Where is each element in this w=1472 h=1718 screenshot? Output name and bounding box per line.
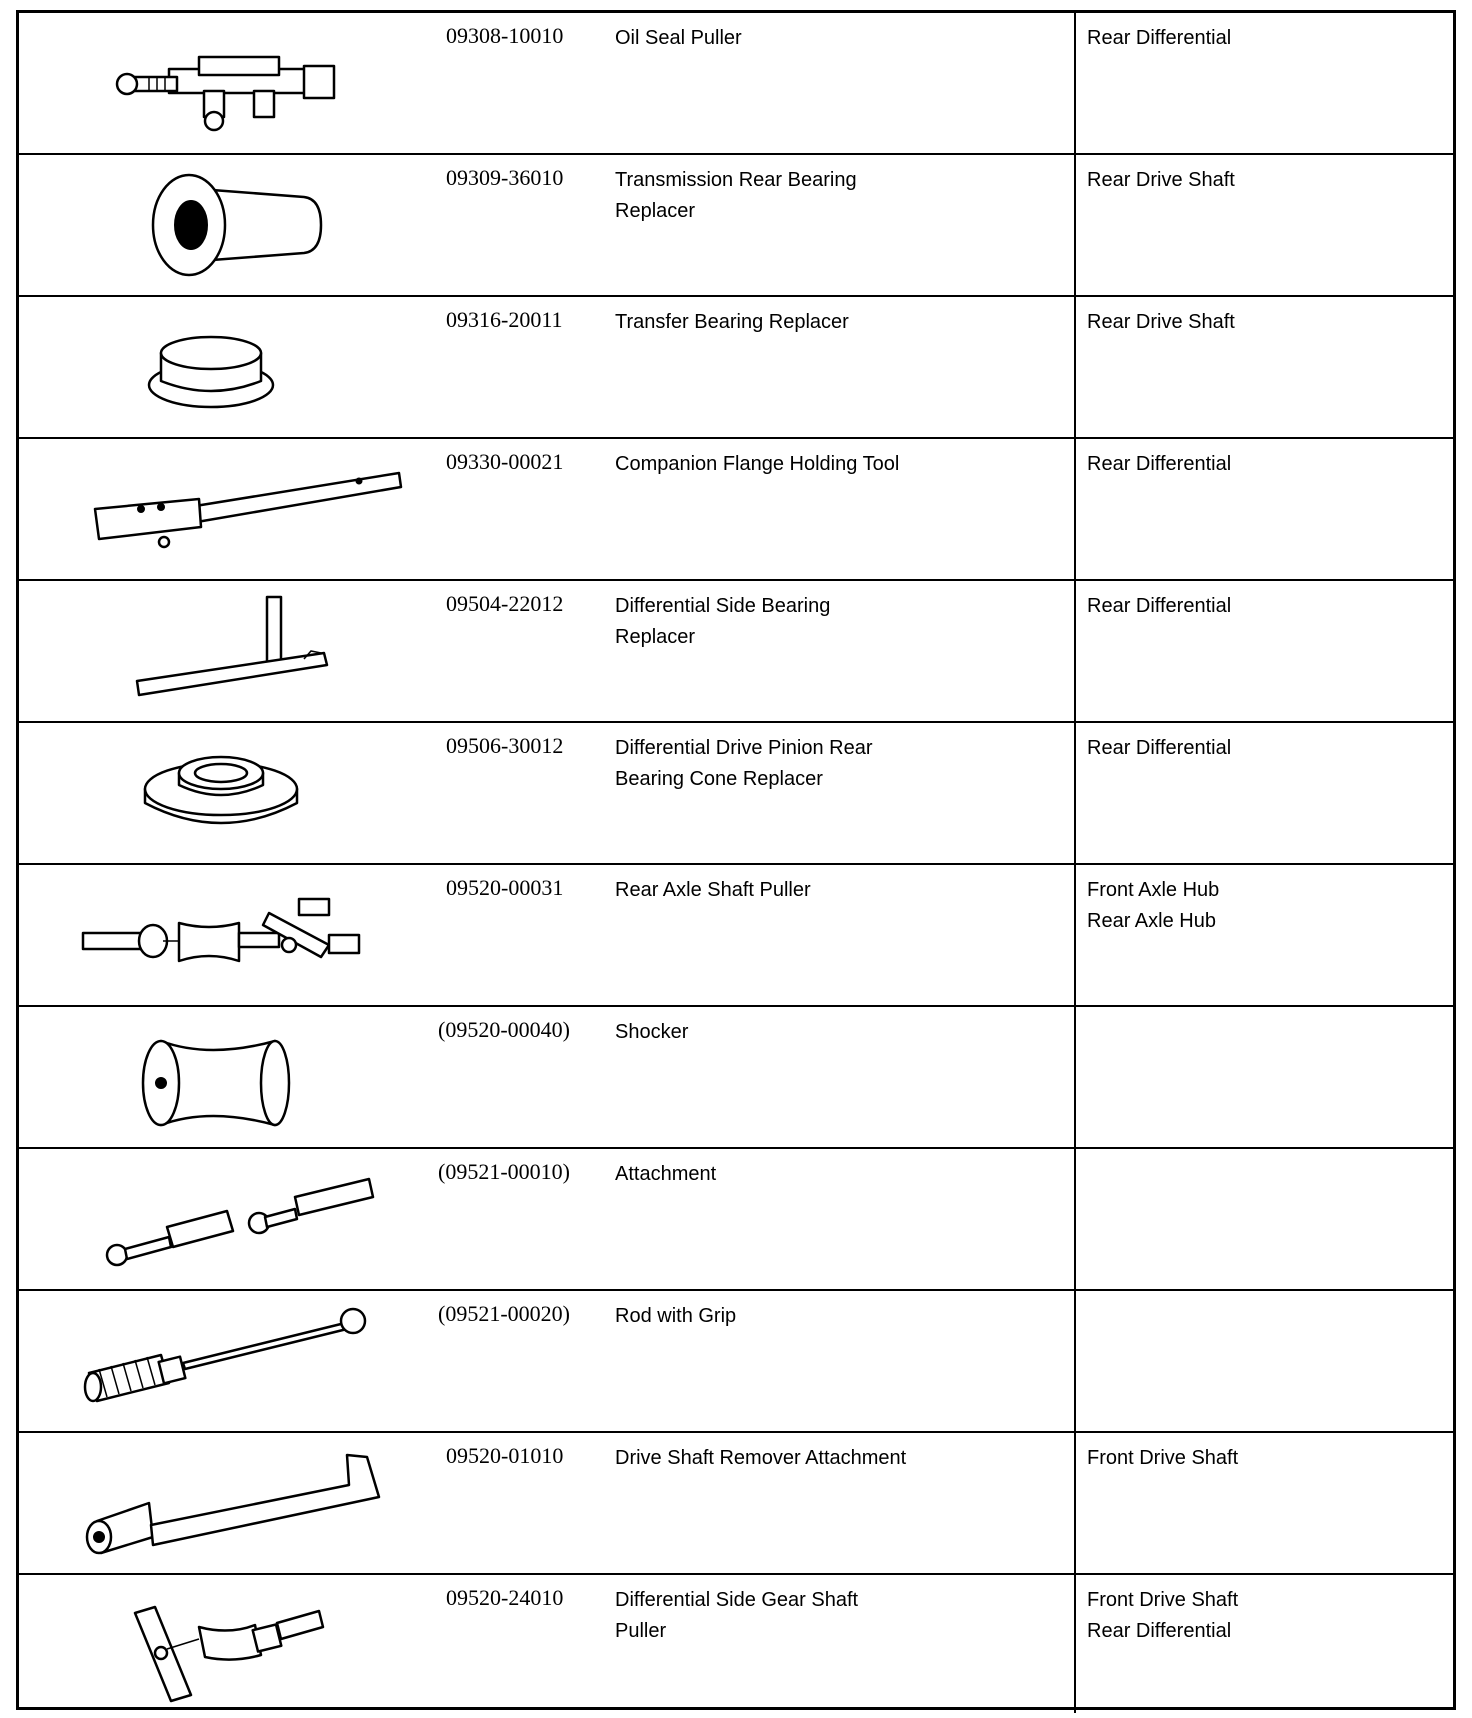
table-row xyxy=(19,581,1453,723)
tool-applications: Rear Differential xyxy=(1087,453,1232,475)
tool-name: Differential Drive Pinion Rear Bearing Cone Replacer xyxy=(615,737,873,790)
tool-applications: Front Drive Shaft Rear Differential xyxy=(1087,1589,1239,1642)
tool-name: Rod with Grip xyxy=(615,1305,737,1327)
part-number: (09520-00040) xyxy=(438,1017,570,1042)
table-row xyxy=(19,439,1453,581)
side-gear-shaft-puller-icon xyxy=(49,1583,419,1709)
bearing-cone-replacer-icon xyxy=(49,731,419,857)
column-divider xyxy=(1074,1433,1076,1573)
part-number: 09504-22012 xyxy=(446,591,564,616)
tool-name: Drive Shaft Remover Attachment xyxy=(615,1447,907,1469)
part-number: 09316-20011 xyxy=(446,307,563,332)
tool-applications: Rear Drive Shaft xyxy=(1087,169,1235,191)
tool-name: Rear Axle Shaft Puller xyxy=(615,879,811,901)
part-number: 09520-01010 xyxy=(446,1443,564,1468)
part-number: 09520-24010 xyxy=(446,1585,564,1610)
column-divider xyxy=(1074,1291,1076,1431)
column-divider xyxy=(1074,865,1076,1005)
column-divider xyxy=(1074,13,1076,153)
tool-applications: Rear Differential xyxy=(1087,27,1232,49)
column-divider xyxy=(1074,1149,1076,1289)
tool-name: Differential Side Gear Shaft Puller xyxy=(615,1589,859,1642)
tool-name: Oil Seal Puller xyxy=(615,27,742,49)
axle-shaft-puller-icon xyxy=(49,873,419,999)
column-divider xyxy=(1074,297,1076,437)
part-number: 09520-00031 xyxy=(446,875,564,900)
part-number: 09506-30012 xyxy=(446,733,564,758)
tool-name: Shocker xyxy=(615,1021,689,1043)
column-divider xyxy=(1074,581,1076,721)
part-number: (09521-00020) xyxy=(438,1301,570,1326)
table-row xyxy=(19,1291,1453,1433)
tool-name: Transmission Rear Bearing Replacer xyxy=(615,169,857,222)
table-row xyxy=(19,1007,1453,1149)
tool-name: Transfer Bearing Replacer xyxy=(615,311,849,333)
tool-name: Differential Side Bearing Replacer xyxy=(615,595,831,648)
part-number: 09308-10010 xyxy=(446,23,564,48)
oil-seal-puller-icon xyxy=(49,21,419,147)
column-divider xyxy=(1074,439,1076,579)
table-row xyxy=(19,155,1453,297)
bearing-replacer-cup-icon xyxy=(49,305,419,431)
table-row xyxy=(19,723,1453,865)
attachment-icon xyxy=(49,1157,419,1283)
part-number: 09330-00021 xyxy=(446,449,564,474)
column-divider xyxy=(1074,723,1076,863)
table-row xyxy=(19,297,1453,439)
rod-with-grip-icon xyxy=(49,1299,419,1425)
table-row xyxy=(19,1149,1453,1291)
drive-shaft-remover-icon xyxy=(49,1441,419,1567)
table-row xyxy=(19,13,1453,155)
part-number: (09521-00010) xyxy=(438,1159,570,1184)
bearing-replacer-sleeve-icon xyxy=(49,163,419,289)
flange-holding-tool-icon xyxy=(49,447,419,573)
special-tools-table xyxy=(16,10,1456,1710)
column-divider xyxy=(1074,1007,1076,1147)
table-row xyxy=(19,1433,1453,1575)
tool-applications: Rear Differential xyxy=(1087,737,1232,759)
tool-applications: Rear Drive Shaft xyxy=(1087,311,1235,333)
table-row xyxy=(19,865,1453,1007)
column-divider xyxy=(1074,155,1076,295)
part-number: 09309-36010 xyxy=(446,165,564,190)
tool-applications: Front Drive Shaft xyxy=(1087,1447,1239,1469)
shocker-icon xyxy=(49,1015,419,1141)
tool-applications: Front Axle Hub Rear Axle Hub xyxy=(1087,879,1220,932)
tool-applications: Rear Differential xyxy=(1087,595,1232,617)
tool-name: Attachment xyxy=(615,1163,717,1185)
table-row xyxy=(19,1575,1453,1713)
tool-name: Companion Flange Holding Tool xyxy=(615,453,900,475)
column-divider xyxy=(1074,1575,1076,1713)
side-bearing-replacer-icon xyxy=(49,589,419,715)
